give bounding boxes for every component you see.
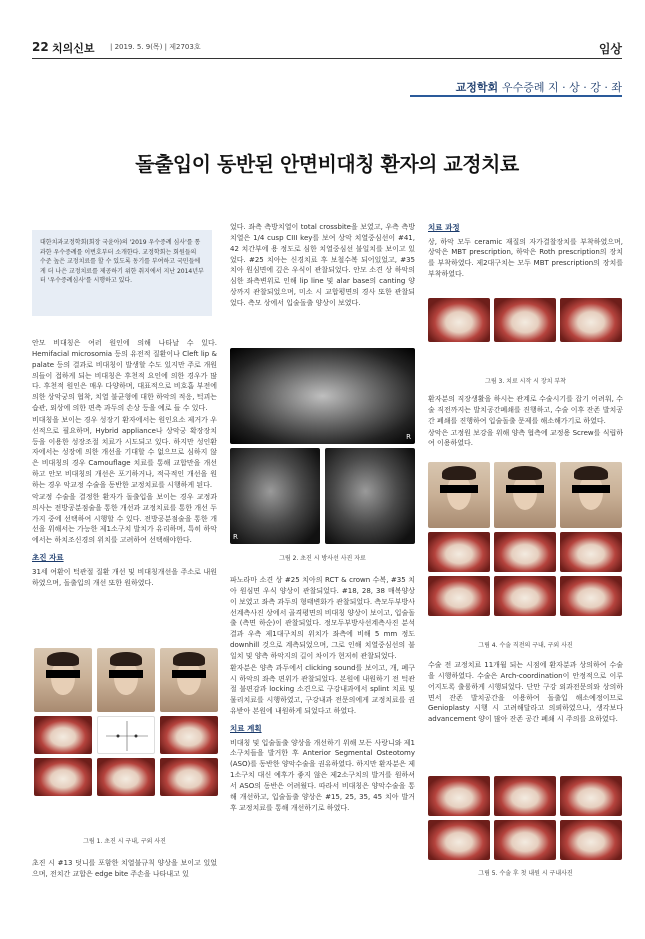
header-rule (32, 58, 622, 59)
col3-paragraph: 수술 전 교정치료 11개월 되는 시점에 환자분과 상의하여 수술을 시행하였다. 수술은 Arch-coordination이 안정적으로 이루어지도록 출륭하게 시행되었다. 단만 구강 외과전문의와 상의하면서 잔존 발치공간을 이용하여 돌출입 해소예정이므로 Genioplasty 시행 시 고려해달라고 의뢰하였으나, 생각보다 advancement 양이 많아 잔존 공간 폐쇄 시 주의를 요하였다. (428, 661, 623, 724)
extraoral-photo-smile (160, 648, 218, 712)
subheading-initial-data: 초진 자료 (32, 553, 64, 563)
col1-paragraph: 초진 시 #13 덧니를 포함한 치열불규칙 양상을 보이고 있었으며, 전치간 교합은 edge bite 주손을 나타내고 있 (32, 859, 217, 878)
fig4-intraoral-mid (494, 576, 556, 616)
col3-paragraph: 환자분의 직장생활을 하시는 관계로 수술시기를 잡기 어려워, 수술 직전까지는 발치공간폐쇄를 진행하고, 수술 이후 잔존 발치공간 폐쇄를 진행하여 입술돌출 문제를 해소해가기로 하였다. (428, 395, 623, 425)
series-underline (410, 95, 622, 97)
col2-paragraph: 비대칭 및 입술돌출 양상을 개선하기 위해 모든 사랑니와 제1소구치들을 발거한 후 Anterior Segmental Osteotomy (ASO)를 동반한 양악수술을 권유하였다. 하지만 환자분은 제1소구치 대신 예후가 좋지 않은 제2소구치의 발거를 원하셔서 ASO의 동반은 어려웠다. 따라서 비대칭은 양악수술을 통해 개선하고, 입술돌출 양상은 #15, 25, 35, 45 치아 발거 후 교정치료를 통해 개선하기로 하였다. (230, 738, 415, 812)
fig5-photo-front (494, 776, 556, 816)
intraoral-photo-upper (34, 716, 92, 754)
subheading-treatment-plan: 치료 계획 (230, 723, 262, 733)
fig4-intraoral-lower (560, 532, 622, 572)
figure-2-caption: 그림 2. 초진 시 방사선 사진 자료 (279, 555, 366, 562)
fig5-photo-upper (428, 776, 490, 816)
article-title: 돌출입이 동반된 안면비대칭 환자의 교정치료 (135, 152, 519, 176)
extraoral-photo-frontal (97, 648, 155, 712)
fig4-face-profile (428, 462, 490, 528)
fig4-intraoral-left (560, 576, 622, 616)
pa-cephalogram (325, 448, 415, 544)
figure-5-caption: 그림 5. 수술 후 첫 내원 시 구내사진 (478, 870, 573, 877)
xray-marker: R (406, 433, 411, 441)
column-3-bottom (428, 660, 623, 726)
col3-paragraph: 상, 하악 모두 ceramic 재질의 자가결찰장치를 부착하였으며, 상악은 MBT prescription, 하악은 Roth prescription의 장치를 부착하였다. 제2대구치는 모두 MBT prescription의 장치를 부착하였다. (428, 237, 623, 279)
col2-paragraph: 파노라마 소견 상 #25 치아의 RCT & crown 수복, #35 치아 원심면 우식 양상이 관찰되었다. #18, 28, 38 매복양상이 보였고 좌측 과두의 형태변화가 관찰되었다. 측모두부방사선계측사진 상에서 골격평면의 비대칭 양상이 보이고, 입술돌출 (측면 하순)이 관찰되었다. 정모두부방사선계측사진 분석 결과 우측 제1대구치의 위치가 좌측에 비해 5 mm 정도 downhill 것으로 계측되었으며, 그로 인해 치열중심선의 불일치 및 양측 하악지의 길이 차이가 현저히 관찰되었다. (230, 576, 415, 660)
fig3-photo-right (428, 298, 490, 342)
col1-paragraph: 비대칭을 보이는 경우 성장기 환자에서는 원인요소 제거가 우선적으로 필요하며, Hybrid appliance나 상악궁 확장장치 등을 이용한 성장조절 치료가 시도되고 있다. 하지만 성인환자에서는 성장에 의한 개선을 기대할 수 없으므로 심하지 않은 비대칭의 경우 Camouflage 치료를 통해 교합만을 개선하고 안모 비대칭의 개선은 포기하거나, 적극적인 개선을 원하는 경우 악교정 수술을 동반한 교정치료를 시행하게 된다. (32, 415, 217, 489)
occlusion-diagram (97, 716, 155, 754)
page-number: 22 (32, 40, 49, 54)
fig3-photo-front (494, 298, 556, 342)
col3-paragraph: 상악은 고정원 보강을 위해 양측 협측에 교정용 Screw를 식립하여 이용하였다. (428, 428, 623, 448)
col2-paragraph: 환자분은 양측 과두에서 clicking sound를 보이고, 개, 폐구시 하악의 좌측 편위가 관찰되었다. 본원에 내원하기 전 턱관절 불편감과 locking 소견으로 구강내과에서 splint 치료 및 물리치료를 시행하였고, 구강내과 전문의에게 교정치료를 권유받아 본원에 내원하게 되었다고 하였다. (230, 663, 415, 716)
col1-paragraph: 31세 여환이 턱관절 질환 개선 및 비대칭개선을 주소로 내원하였으며, 돌출입의 개선 또한 원하였다. (32, 567, 217, 587)
lateral-cephalogram (230, 448, 320, 544)
series-rest: 우수증례 지 · 상 · 강 · 좌 (502, 81, 622, 94)
fig5-photo-left (560, 820, 622, 860)
ceph-marker: R (233, 533, 238, 541)
series-title (456, 79, 622, 95)
fig5-photo-right (428, 820, 490, 860)
column-2-bottom (230, 575, 415, 815)
intraoral-photo-left (160, 758, 218, 796)
column-1-continued (32, 858, 217, 881)
fig5-photo-lower (560, 776, 622, 816)
column-1 (32, 338, 217, 589)
lead-box: 대한치과교정학회(회장 국윤아)의 '2019 우수증례 심사'를 통과한 우수증례를 이번호부터 소개한다. 교정학회는 회원들의 수준 높은 교정치료를 할 수 있도록 동기를 부여하고 국민들에게 더 나은 교정치료를 제공하기 위한 취지에서 지난 2014년부터 '우수증례심사'를 시행하고 있다. (32, 230, 212, 316)
panoramic-xray (230, 348, 415, 444)
issue-date: | 2019. 5. 9(목) | 제2703호 (110, 43, 201, 51)
newspaper-name: 치의신보 (52, 42, 95, 55)
intraoral-photo-lower (160, 716, 218, 754)
figure-4-caption: 그림 4. 수술 직전의 구내, 구외 사진 (478, 642, 573, 649)
series-society: 교정학회 (455, 81, 499, 94)
subheading-treatment-progress: 치료 과정 (428, 223, 460, 232)
section-label: 임상 (598, 42, 622, 56)
extraoral-photo-profile (34, 648, 92, 712)
figure-3-caption: 그림 3. 치료 시작 시 장치 부착 (485, 378, 566, 385)
intraoral-photo-right (34, 758, 92, 796)
fig4-intraoral-front (494, 532, 556, 572)
col1-paragraph: 안모 비대칭은 여러 원인에 의해 나타날 수 있다. Hemifacial microsomia 등의 유전적 질환이나 Cleft lip & palate 등의 결과로 비대칭이 발생할 수도 있지만 주로 개원의들이 접하게 되는 비대칭은 후천적 요인에 의한 경우가 많다. 후천적 원인은 매우 다양하며, 대표적으로 비호흡 부전에 의한 상악궁의 협착, 치열 불균형에 대한 하악의 적응, 턱괴는 습관, 외상에 의한 편측 과두의 손상 등을 예로 들 수 있다. (32, 339, 217, 413)
fig5-photo-mid (494, 820, 556, 860)
fig4-intraoral-upper (428, 532, 490, 572)
fig4-face-frontal (494, 462, 556, 528)
page-header (32, 40, 622, 58)
column-2-top (230, 222, 415, 310)
midline-diagram-icon (98, 717, 156, 755)
fig3-photo-left (560, 298, 622, 342)
column-3-middle (428, 394, 623, 450)
column-3-top (428, 222, 623, 281)
figure-1-caption: 그림 1. 초진 시 구내, 구외 사진 (83, 838, 166, 845)
fig4-face-smile (560, 462, 622, 528)
intraoral-photo-front (97, 758, 155, 796)
col2-paragraph: 었다. 좌측 측방치열이 total crossbite을 보였고, 우측 측방치열은 1/4 cusp CIII key를 보여 상악 치열중심선이 #41, 42 치간부에 용 정도로 심한 치열중심선 불일치를 보이고 있었다. #25 치아는 신경치료 후 보철수복 되어있었고, #35 치아 원심면에 깊은 우식이 관찰되었다. 안모 소견 상 하악의 심한 좌측변위로 인해 lip line 및 alar base의 canting 양상까지 관찰되었으며, 미소 시 교합평면의 경사 또한 관찰되었다. 측모 상에서 입술돌출 양상이 보였다. (230, 223, 415, 307)
fig4-intraoral-right (428, 576, 490, 616)
col1-paragraph: 악교정 수술을 결정한 환자가 돌출입을 보이는 경우 교정과 의사는 전방공분점술을 통한 개선과 교정치료를 통한 개선 두 가지 중에 선택하여 시행할 수 있다. 전방공분점술을 통한 개선을 위해서는 가능한 제1소구치 발치가 유리하며, 특히 하악에서는 하치조신경의 위치를 고려하여 선택해야한다. (32, 492, 217, 545)
